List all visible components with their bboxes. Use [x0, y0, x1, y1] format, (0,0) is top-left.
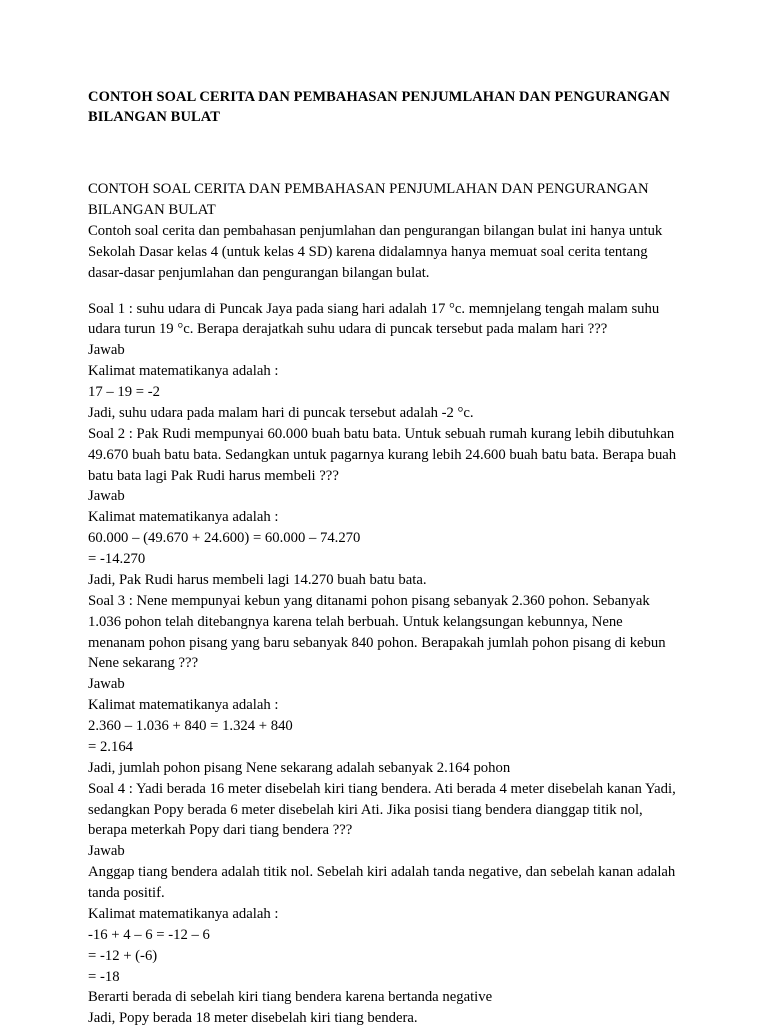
- problem-line: Jawab: [88, 674, 680, 695]
- document-body: [88, 179, 680, 1029]
- problem-line: Soal 1 : suhu udara di Puncak Jaya pada siang hari adalah 17 °c. memnjelang tengah malam suhu udara turun 19 °c. Berapa derajatkah suhu udara di puncak tersebut pada malam hari ???: [88, 299, 680, 341]
- problem-line: Soal 3 : Nene mempunyai kebun yang ditanami pohon pisang sebanyak 2.360 pohon. Sebanyak 1.036 pohon telah ditebangnya karena telah berbuah. Untuk kelangsungan kebunnya, Nene menanam pohon pisang yang baru sebanyak 840 pohon. Berapakah jumlah pohon pisang di kebun Nene sekarang ???: [88, 591, 680, 675]
- problem-line: = -14.270: [88, 549, 680, 570]
- problem-line: Anggap tiang bendera adalah titik nol. Sebelah kiri adalah tanda negative, dan sebelah kanan adalah tanda positif.: [88, 862, 680, 904]
- problem-line: Kalimat matematikanya adalah :: [88, 695, 680, 716]
- problem-line: Berarti berada di sebelah kiri tiang bendera karena bertanda negative: [88, 987, 680, 1008]
- problem-line: Jawab: [88, 486, 680, 507]
- problem-line: Jawab: [88, 340, 680, 361]
- title-spacer: [88, 127, 680, 179]
- problem-line: 60.000 – (49.670 + 24.600) = 60.000 – 74.270: [88, 528, 680, 549]
- subheading: CONTOH SOAL CERITA DAN PEMBAHASAN PENJUMLAHAN DAN PENGURANGAN BILANGAN BULAT: [88, 179, 680, 221]
- problem-line: = -18: [88, 967, 680, 988]
- problem-line: Kalimat matematikanya adalah :: [88, 904, 680, 925]
- problem-line: Jadi, jumlah pohon pisang Nene sekarang adalah sebanyak 2.164 pohon: [88, 758, 680, 779]
- problem-line: -16 + 4 – 6 = -12 – 6: [88, 925, 680, 946]
- problem-line: = -12 + (-6): [88, 946, 680, 967]
- problem-line: Kalimat matematikanya adalah :: [88, 507, 680, 528]
- page-title: CONTOH SOAL CERITA DAN PEMBAHASAN PENJUMLAHAN DAN PENGURANGAN BILANGAN BULAT: [88, 88, 680, 127]
- problem-line: = 2.164: [88, 737, 680, 758]
- problem-line: Soal 2 : Pak Rudi mempunyai 60.000 buah batu bata. Untuk sebuah rumah kurang lebih dibutuhkan 49.670 buah batu bata. Sedangkan untuk pagarnya kurang lebih 24.600 buah batu bata. Berapa buah batu bata lagi Pak Rudi harus membeli ???: [88, 424, 680, 487]
- intro-paragraph: Contoh soal cerita dan pembahasan penjumlahan dan pengurangan bilangan bulat ini hanya untuk Sekolah Dasar kelas 4 (untuk kelas 4 SD) karena didalamnya hanya memuat soal cerita tentang dasar-dasar penjumlahan dan pengurangan bilangan bulat.: [88, 221, 680, 284]
- problem-lines: [88, 299, 680, 1029]
- problem-line: Kalimat matematikanya adalah :: [88, 361, 680, 382]
- problem-line: Jadi, suhu udara pada malam hari di puncak tersebut adalah -2 °c.: [88, 403, 680, 424]
- problem-line: Soal 4 : Yadi berada 16 meter disebelah kiri tiang bendera. Ati berada 4 meter disebelah kanan Yadi, sedangkan Popy berada 6 meter disebelah kiri Ati. Jika posisi tiang bendera dianggap titik nol, berapa meterkah Popy dari tiang bendera ???: [88, 779, 680, 842]
- intro-gap: [88, 284, 680, 299]
- problem-line: 17 – 19 = -2: [88, 382, 680, 403]
- problem-line: Jawab: [88, 841, 680, 862]
- problem-line: Jadi, Popy berada 18 meter disebelah kiri tiang bendera.: [88, 1008, 680, 1029]
- problem-line: 2.360 – 1.036 + 840 = 1.324 + 840: [88, 716, 680, 737]
- problem-line: Jadi, Pak Rudi harus membeli lagi 14.270 buah batu bata.: [88, 570, 680, 591]
